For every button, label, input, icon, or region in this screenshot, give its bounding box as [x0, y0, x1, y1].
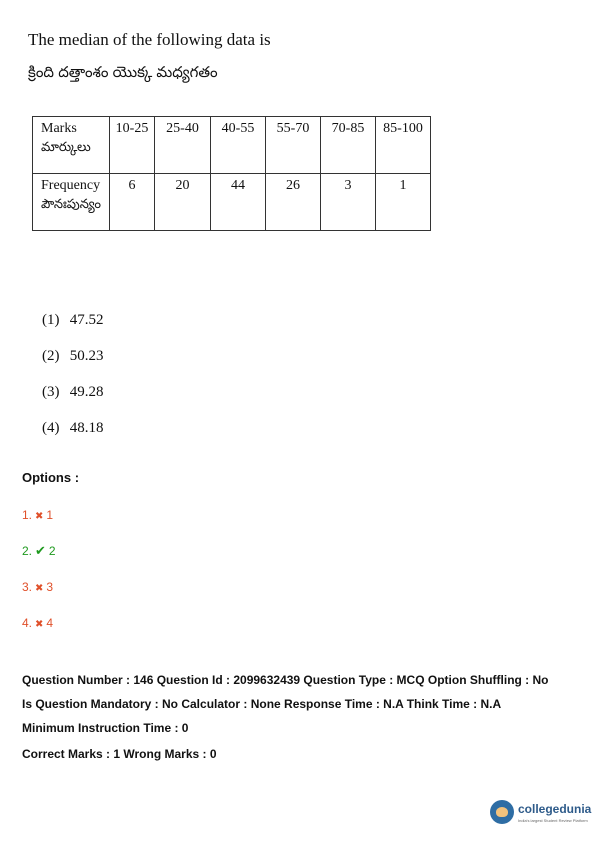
answer-choice [42, 384, 104, 401]
frequency-cell: 1 [376, 174, 431, 231]
class-cell: 40-55 [211, 117, 266, 174]
cross-icon: ✖ [35, 511, 44, 522]
answer-choice [42, 420, 104, 437]
marks-label-telugu: మార్కులు [41, 139, 91, 154]
marks-label: Marks [41, 121, 77, 136]
question-meta-line: Minimum Instruction Time : 0 [22, 721, 189, 735]
choice-value: 47.52 [69, 312, 104, 328]
class-cell: 10-25 [110, 117, 155, 174]
question-meta-line: Is Question Mandatory : No Calculator : None Response Time : N.A Think Time : N.A [22, 697, 502, 711]
choice-value: 48.18 [69, 420, 104, 436]
answer-choice [42, 348, 104, 365]
class-cell: 70-85 [321, 117, 376, 174]
option-prefix: 1. [22, 508, 33, 522]
option-label: 4 [46, 616, 54, 630]
row-header-marks [33, 117, 110, 174]
class-cell: 85-100 [376, 117, 431, 174]
marks-info: Correct Marks : 1 Wrong Marks : 0 [22, 747, 217, 761]
choice-number: (1) [42, 312, 60, 328]
choice-number: (2) [42, 348, 60, 364]
question-meta-line: Question Number : 146 Question Id : 2099632439 Question Type : MCQ Option Shuffling : No [22, 673, 549, 687]
answer-choice [42, 312, 104, 329]
frequency-label: Frequency [41, 178, 101, 193]
choice-value: 50.23 [69, 348, 104, 364]
choice-number: (4) [42, 420, 60, 436]
question-text-english: The median of the following data is [28, 30, 271, 49]
choice-value: 49.28 [69, 384, 104, 400]
option-prefix: 4. [22, 616, 33, 630]
table-row-frequency [33, 174, 431, 231]
data-table [32, 116, 431, 231]
option-label: 1 [46, 508, 54, 522]
option-label: 3 [46, 580, 54, 594]
class-cell: 55-70 [266, 117, 321, 174]
cross-icon: ✖ [35, 583, 44, 594]
frequency-cell: 44 [211, 174, 266, 231]
row-header-frequency [33, 174, 110, 231]
option-prefix: 3. [22, 580, 33, 594]
option-2 [22, 543, 56, 559]
check-icon: ✔ [35, 543, 46, 558]
frequency-cell: 3 [321, 174, 376, 231]
frequency-label-telugu: పౌనఃపున్యం [41, 196, 102, 211]
logo-tagline: India's largest Student Review Platform [518, 818, 588, 823]
class-cell: 25-40 [155, 117, 211, 174]
option-1 [22, 508, 53, 522]
option-label: 2 [48, 544, 56, 558]
frequency-cell: 6 [110, 174, 155, 231]
cross-icon: ✖ [35, 619, 44, 630]
choice-number: (3) [42, 384, 60, 400]
question-text-telugu: క్రింది దత్తాంశం యొక్క మధ్యగతం [28, 64, 218, 81]
frequency-cell: 20 [155, 174, 211, 231]
table-row-marks [33, 117, 431, 174]
frequency-cell: 26 [266, 174, 321, 231]
option-4 [22, 616, 53, 630]
option-3 [22, 580, 53, 594]
options-heading: Options : [22, 470, 80, 485]
mascot-icon [490, 800, 514, 824]
option-prefix: 2. [22, 544, 33, 558]
collegedunia-logo [490, 798, 590, 832]
logo-name: collegedunia [518, 802, 592, 816]
